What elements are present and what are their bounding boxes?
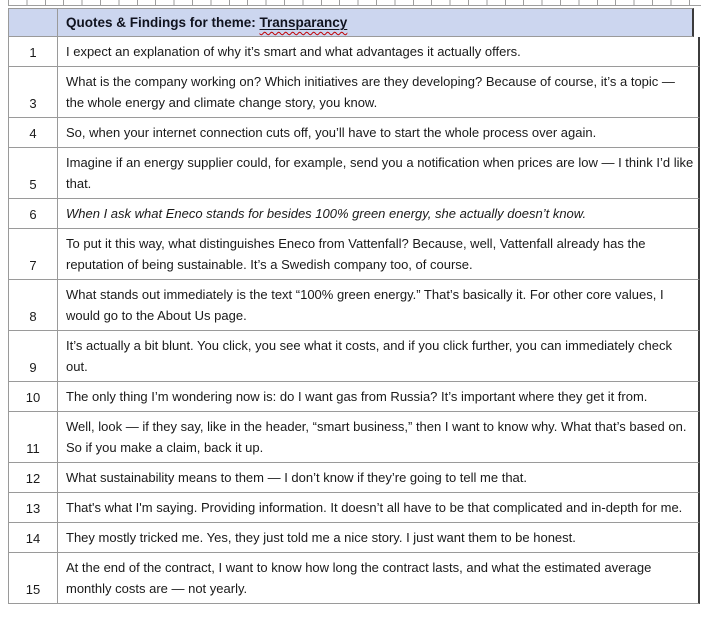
quote-text-cell (58, 67, 698, 117)
quote-text-cell (58, 553, 698, 603)
quote-text: At the end of the contract, I want to know how long the contract lasts, and what the estimated average monthly costs are — not yearly. (66, 560, 652, 596)
row-number: 1 (9, 37, 58, 66)
quote-text: What stands out immediately is the text “100% green energy.” That’s basically it. For other core values, I would go to the About Us page. (66, 287, 664, 323)
quote-row (9, 412, 700, 463)
quote-text-cell (58, 148, 698, 198)
quote-row (9, 382, 700, 412)
quote-text: Imagine if an energy supplier could, for example, send you a notification when prices are low — I think I’d like that. (66, 155, 694, 191)
row-number: 12 (9, 463, 58, 492)
header-title-cell (58, 9, 692, 36)
quote-text-cell (58, 412, 698, 462)
quote-text: To put it this way, what distinguishes Eneco from Vattenfall? Because, well, Vattenfall already has the reputation of being sustainable. It’s a Swedish company too, of course. (66, 236, 646, 272)
quote-row (9, 229, 700, 280)
quote-text: What sustainability means to them — I don’t know if they’re going to tell me that. (66, 470, 527, 485)
table-header-row (9, 8, 694, 37)
quote-row (9, 331, 700, 382)
quote-row (9, 280, 700, 331)
quote-text: So, when your internet connection cuts off, you’ll have to start the whole process over again. (66, 125, 597, 140)
quote-row (9, 37, 700, 67)
quote-text: When I ask what Eneco stands for besides 100% green energy, she actually doesn’t know. (66, 206, 587, 221)
row-number: 10 (9, 382, 58, 411)
quote-text: Well, look — if they say, like in the header, “smart business,” then I want to know why. What that’s based on. So if you make a claim, back it up. (66, 419, 687, 455)
quote-text-cell (58, 493, 698, 522)
table-title-theme: Transparancy (259, 15, 348, 30)
row-number: 14 (9, 523, 58, 552)
row-number: 13 (9, 493, 58, 522)
quote-text-cell (58, 382, 698, 411)
quote-row (9, 493, 700, 523)
row-number: 6 (9, 199, 58, 228)
quote-text-cell (58, 523, 698, 552)
quotes-table (8, 8, 700, 604)
quote-row (9, 523, 700, 553)
quote-text: I expect an explanation of why it’s smart and what advantages it actually offers. (66, 44, 521, 59)
quote-text-cell (58, 199, 698, 228)
row-number: 9 (9, 331, 58, 381)
table-title (66, 12, 347, 33)
row-number: 8 (9, 280, 58, 330)
quote-text: They mostly tricked me. Yes, they just told me a nice story. I just want them to be honest. (66, 530, 576, 545)
clipped-table-above-edge (8, 0, 701, 6)
row-number: 15 (9, 553, 58, 603)
quote-row (9, 67, 700, 118)
quote-row (9, 148, 700, 199)
quote-text: It’s actually a bit blunt. You click, you see what it costs, and if you click further, you can immediately check out. (66, 338, 673, 374)
quote-text-cell (58, 331, 698, 381)
quote-text: That's what I'm saying. Providing information. It doesn’t all have to be that complicated and in-depth for me. (66, 500, 683, 515)
quote-text-cell (58, 37, 698, 66)
row-number: 11 (9, 412, 58, 462)
quote-row (9, 463, 700, 493)
quote-text: What is the company working on? Which initiatives are they developing? Because of course, it’s a topic — the whole energy and climate change story, you know. (66, 74, 675, 110)
quote-text-cell (58, 463, 698, 492)
quote-row (9, 553, 700, 604)
quote-text-cell (58, 118, 698, 147)
quote-row (9, 199, 700, 229)
quote-row (9, 118, 700, 148)
quotes-table-body (9, 37, 700, 604)
row-number: 5 (9, 148, 58, 198)
row-number: 3 (9, 67, 58, 117)
quote-text-cell (58, 229, 698, 279)
quote-text-cell (58, 280, 698, 330)
table-title-prefix: Quotes & Findings for theme: (66, 15, 260, 30)
header-number-cell (9, 9, 58, 36)
row-number: 4 (9, 118, 58, 147)
spellcheck-squiggle (260, 15, 348, 30)
row-number: 7 (9, 229, 58, 279)
quote-text: The only thing I’m wondering now is: do I want gas from Russia? It’s important where they get it from. (66, 389, 648, 404)
